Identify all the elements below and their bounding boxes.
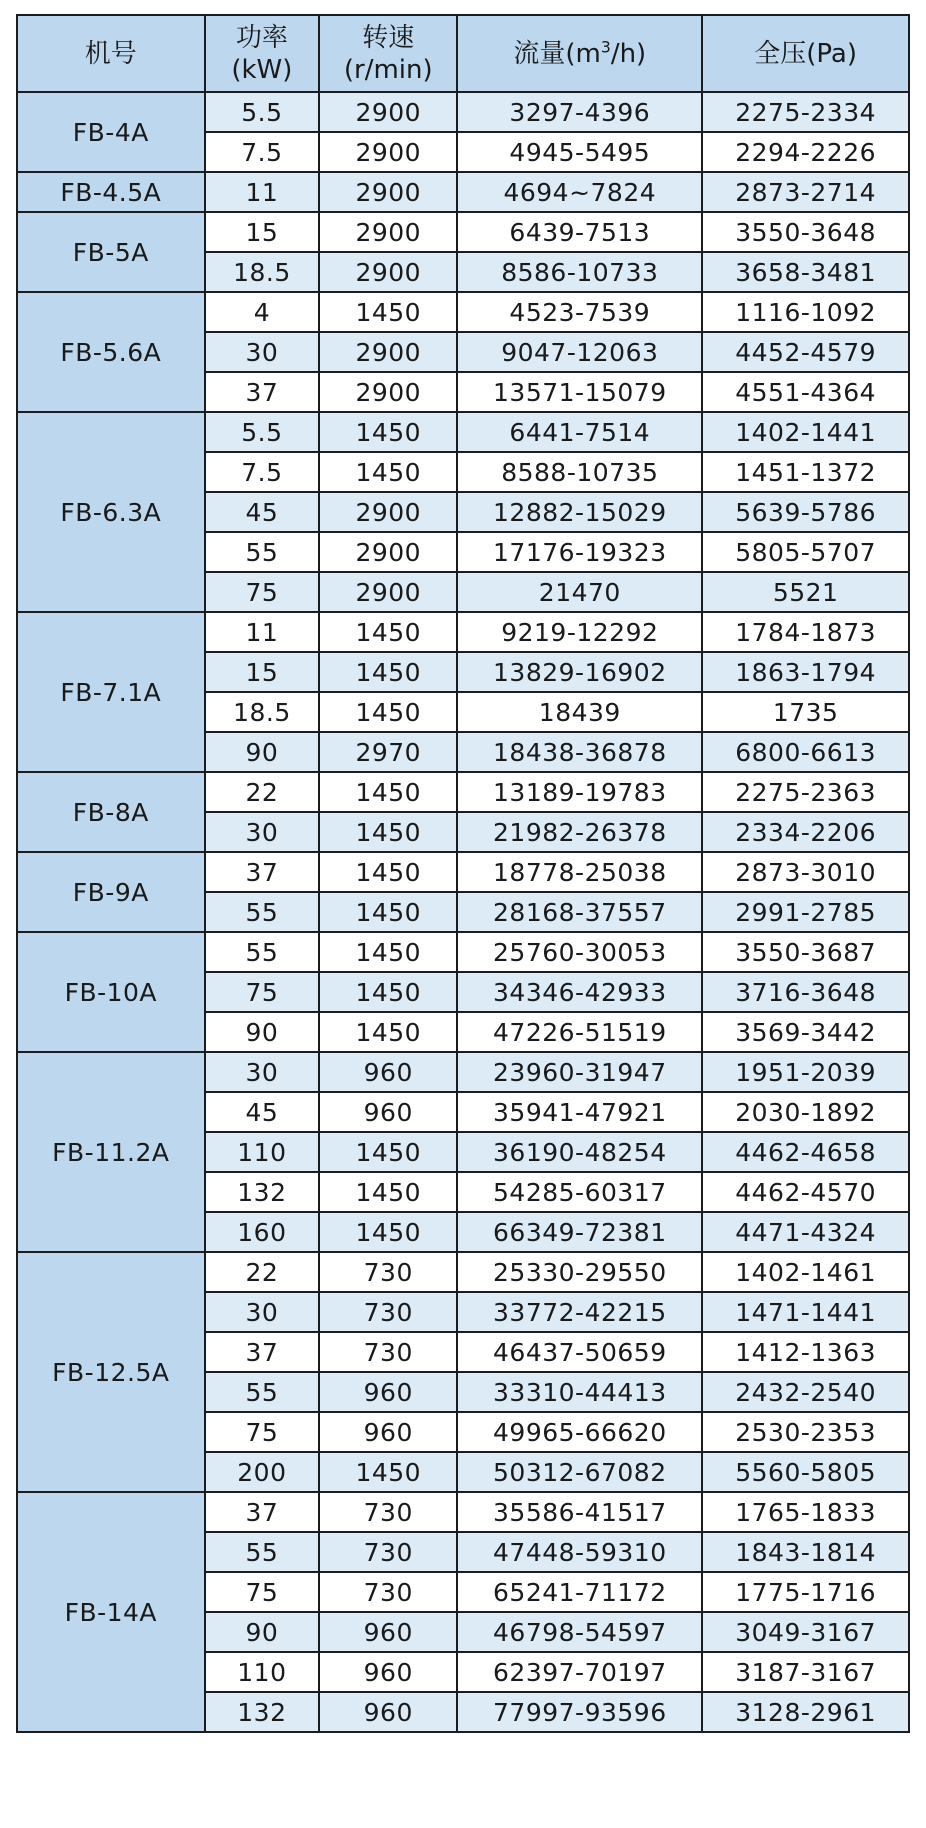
header-speed (319, 15, 457, 92)
pressure-cell: 5805-5707 (702, 532, 909, 572)
pressure-cell: 2334-2206 (702, 812, 909, 852)
flow-cell: 8588-10735 (457, 452, 702, 492)
flow-cell: 35941-47921 (457, 1092, 702, 1132)
speed-cell: 1450 (319, 1452, 457, 1492)
speed-cell: 2900 (319, 212, 457, 252)
flow-cell: 46798-54597 (457, 1612, 702, 1652)
pressure-cell: 3569-3442 (702, 1012, 909, 1052)
pressure-cell: 4462-4658 (702, 1132, 909, 1172)
header-row (17, 15, 909, 92)
header-flow-post: /h) (610, 38, 647, 69)
pressure-cell: 5521 (702, 572, 909, 612)
header-flow-pre: 流量(m (513, 38, 601, 69)
table-row (17, 412, 909, 452)
flow-cell: 9047-12063 (457, 332, 702, 372)
pressure-cell: 2030-1892 (702, 1092, 909, 1132)
pressure-cell: 4551-4364 (702, 372, 909, 412)
table-row (17, 1492, 909, 1532)
speed-cell: 1450 (319, 1012, 457, 1052)
speed-cell: 960 (319, 1052, 457, 1092)
power-cell: 22 (205, 772, 320, 812)
speed-cell: 2900 (319, 572, 457, 612)
table-row (17, 292, 909, 332)
pressure-cell: 1951-2039 (702, 1052, 909, 1092)
power-cell: 200 (205, 1452, 320, 1492)
pressure-cell: 3128-2961 (702, 1692, 909, 1732)
power-cell: 30 (205, 1052, 320, 1092)
flow-cell: 54285-60317 (457, 1172, 702, 1212)
pressure-cell: 2432-2540 (702, 1372, 909, 1412)
flow-cell: 13829-16902 (457, 652, 702, 692)
flow-cell: 66349-72381 (457, 1212, 702, 1252)
speed-cell: 1450 (319, 652, 457, 692)
table-row (17, 932, 909, 972)
model-cell: FB-9A (17, 852, 205, 932)
speed-cell: 960 (319, 1412, 457, 1452)
speed-cell: 2900 (319, 372, 457, 412)
flow-cell: 28168-37557 (457, 892, 702, 932)
speed-cell: 2900 (319, 332, 457, 372)
flow-cell: 34346-42933 (457, 972, 702, 1012)
flow-cell: 47448-59310 (457, 1532, 702, 1572)
power-cell: 45 (205, 1092, 320, 1132)
power-cell: 11 (205, 612, 320, 652)
speed-cell: 2900 (319, 172, 457, 212)
table-row (17, 852, 909, 892)
flow-cell: 12882-15029 (457, 492, 702, 532)
power-cell: 75 (205, 572, 320, 612)
power-cell: 132 (205, 1692, 320, 1732)
model-cell: FB-5.6A (17, 292, 205, 412)
speed-cell: 1450 (319, 1212, 457, 1252)
pressure-cell: 2294-2226 (702, 132, 909, 172)
header-flow (457, 15, 702, 92)
pressure-cell: 3187-3167 (702, 1652, 909, 1692)
flow-cell: 77997-93596 (457, 1692, 702, 1732)
speed-cell: 2900 (319, 92, 457, 132)
header-power-title: 功率 (235, 22, 288, 53)
power-cell: 75 (205, 1572, 320, 1612)
power-cell: 11 (205, 172, 320, 212)
pressure-cell: 1775-1716 (702, 1572, 909, 1612)
power-cell: 37 (205, 372, 320, 412)
pressure-cell: 3550-3648 (702, 212, 909, 252)
model-cell: FB-8A (17, 772, 205, 852)
speed-cell: 2900 (319, 252, 457, 292)
model-cell: FB-5A (17, 212, 205, 292)
flow-cell: 6439-7513 (457, 212, 702, 252)
pressure-cell: 6800-6613 (702, 732, 909, 772)
power-cell: 30 (205, 332, 320, 372)
header-pressure: 全压(Pa) (702, 15, 909, 92)
pressure-cell: 4462-4570 (702, 1172, 909, 1212)
model-cell: FB-12.5A (17, 1252, 205, 1492)
speed-cell: 1450 (319, 1172, 457, 1212)
power-cell: 160 (205, 1212, 320, 1252)
speed-cell: 960 (319, 1652, 457, 1692)
power-cell: 55 (205, 532, 320, 572)
speed-cell: 1450 (319, 1132, 457, 1172)
power-cell: 7.5 (205, 132, 320, 172)
power-cell: 18.5 (205, 692, 320, 732)
power-cell: 37 (205, 852, 320, 892)
power-cell: 22 (205, 1252, 320, 1292)
speed-cell: 1450 (319, 932, 457, 972)
flow-cell: 18778-25038 (457, 852, 702, 892)
flow-cell: 13189-19783 (457, 772, 702, 812)
flow-cell: 33310-44413 (457, 1372, 702, 1412)
model-cell: FB-4.5A (17, 172, 205, 212)
speed-cell: 1450 (319, 892, 457, 932)
flow-cell: 49965-66620 (457, 1412, 702, 1452)
speed-cell: 2970 (319, 732, 457, 772)
flow-cell: 4694~7824 (457, 172, 702, 212)
speed-cell: 960 (319, 1092, 457, 1132)
speed-cell: 1450 (319, 772, 457, 812)
flow-cell: 46437-50659 (457, 1332, 702, 1372)
speed-cell: 2900 (319, 532, 457, 572)
pressure-cell: 3658-3481 (702, 252, 909, 292)
flow-cell: 25760-30053 (457, 932, 702, 972)
header-model: 机号 (17, 15, 205, 92)
flow-cell: 47226-51519 (457, 1012, 702, 1052)
flow-cell: 23960-31947 (457, 1052, 702, 1092)
speed-cell: 1450 (319, 292, 457, 332)
speed-cell: 2900 (319, 132, 457, 172)
header-speed-title: 转速 (362, 22, 415, 53)
model-cell: FB-7.1A (17, 612, 205, 772)
power-cell: 4 (205, 292, 320, 332)
model-cell: FB-4A (17, 92, 205, 172)
speed-cell: 960 (319, 1372, 457, 1412)
power-cell: 15 (205, 212, 320, 252)
pressure-cell: 1863-1794 (702, 652, 909, 692)
power-cell: 110 (205, 1132, 320, 1172)
speed-cell: 730 (319, 1332, 457, 1372)
flow-cell: 25330-29550 (457, 1252, 702, 1292)
pressure-cell: 1412-1363 (702, 1332, 909, 1372)
speed-cell: 1450 (319, 812, 457, 852)
pressure-cell: 4452-4579 (702, 332, 909, 372)
pressure-cell: 4471-4324 (702, 1212, 909, 1252)
pressure-cell: 2873-3010 (702, 852, 909, 892)
flow-cell: 6441-7514 (457, 412, 702, 452)
power-cell: 30 (205, 812, 320, 852)
pressure-cell: 1451-1372 (702, 452, 909, 492)
flow-cell: 3297-4396 (457, 92, 702, 132)
flow-cell: 21982-26378 (457, 812, 702, 852)
power-cell: 5.5 (205, 92, 320, 132)
model-cell: FB-10A (17, 932, 205, 1052)
power-cell: 75 (205, 972, 320, 1012)
table-row (17, 92, 909, 132)
header-power (205, 15, 320, 92)
flow-cell: 4945-5495 (457, 132, 702, 172)
power-cell: 132 (205, 1172, 320, 1212)
flow-cell: 9219-12292 (457, 612, 702, 652)
speed-cell: 730 (319, 1492, 457, 1532)
power-cell: 7.5 (205, 452, 320, 492)
flow-cell: 13571-15079 (457, 372, 702, 412)
pressure-cell: 3049-3167 (702, 1612, 909, 1652)
power-cell: 55 (205, 932, 320, 972)
pressure-cell: 2991-2785 (702, 892, 909, 932)
header-flow-sup: 3 (600, 37, 611, 56)
power-cell: 110 (205, 1652, 320, 1692)
flow-cell: 62397-70197 (457, 1652, 702, 1692)
pressure-cell: 1735 (702, 692, 909, 732)
flow-cell: 35586-41517 (457, 1492, 702, 1532)
header-power-unit: (kW) (231, 54, 293, 85)
pressure-cell: 1765-1833 (702, 1492, 909, 1532)
flow-cell: 21470 (457, 572, 702, 612)
table-row (17, 212, 909, 252)
speed-cell: 1450 (319, 412, 457, 452)
speed-cell: 730 (319, 1252, 457, 1292)
flow-cell: 36190-48254 (457, 1132, 702, 1172)
power-cell: 55 (205, 1532, 320, 1572)
speed-cell: 730 (319, 1532, 457, 1572)
model-cell: FB-11.2A (17, 1052, 205, 1252)
flow-cell: 50312-67082 (457, 1452, 702, 1492)
power-cell: 55 (205, 1372, 320, 1412)
speed-cell: 730 (319, 1572, 457, 1612)
pressure-cell: 2530-2353 (702, 1412, 909, 1452)
power-cell: 37 (205, 1492, 320, 1532)
power-cell: 90 (205, 732, 320, 772)
pressure-cell: 5560-5805 (702, 1452, 909, 1492)
power-cell: 37 (205, 1332, 320, 1372)
model-cell: FB-14A (17, 1492, 205, 1732)
flow-cell: 4523-7539 (457, 292, 702, 332)
speed-cell: 730 (319, 1292, 457, 1332)
power-cell: 90 (205, 1012, 320, 1052)
flow-cell: 18439 (457, 692, 702, 732)
table-row (17, 612, 909, 652)
speed-cell: 1450 (319, 612, 457, 652)
pressure-cell: 3550-3687 (702, 932, 909, 972)
pressure-cell: 3716-3648 (702, 972, 909, 1012)
pressure-cell: 1471-1441 (702, 1292, 909, 1332)
pressure-cell: 2275-2334 (702, 92, 909, 132)
power-cell: 45 (205, 492, 320, 532)
power-cell: 75 (205, 1412, 320, 1452)
speed-cell: 1450 (319, 692, 457, 732)
table-row (17, 772, 909, 812)
power-cell: 15 (205, 652, 320, 692)
speed-cell: 1450 (319, 972, 457, 1012)
fan-spec-table (16, 14, 910, 1733)
flow-cell: 17176-19323 (457, 532, 702, 572)
table-row (17, 172, 909, 212)
flow-cell: 65241-71172 (457, 1572, 702, 1612)
pressure-cell: 2873-2714 (702, 172, 909, 212)
power-cell: 18.5 (205, 252, 320, 292)
header-speed-unit: (r/min) (343, 54, 433, 85)
speed-cell: 1450 (319, 452, 457, 492)
table-body (17, 92, 909, 1732)
speed-cell: 960 (319, 1612, 457, 1652)
table-row (17, 1252, 909, 1292)
power-cell: 90 (205, 1612, 320, 1652)
speed-cell: 1450 (319, 852, 457, 892)
flow-cell: 8586-10733 (457, 252, 702, 292)
pressure-cell: 1402-1461 (702, 1252, 909, 1292)
flow-cell: 33772-42215 (457, 1292, 702, 1332)
power-cell: 55 (205, 892, 320, 932)
pressure-cell: 1784-1873 (702, 612, 909, 652)
power-cell: 30 (205, 1292, 320, 1332)
pressure-cell: 2275-2363 (702, 772, 909, 812)
speed-cell: 2900 (319, 492, 457, 532)
pressure-cell: 1116-1092 (702, 292, 909, 332)
flow-cell: 18438-36878 (457, 732, 702, 772)
model-cell: FB-6.3A (17, 412, 205, 612)
speed-cell: 960 (319, 1692, 457, 1732)
pressure-cell: 1402-1441 (702, 412, 909, 452)
pressure-cell: 5639-5786 (702, 492, 909, 532)
pressure-cell: 1843-1814 (702, 1532, 909, 1572)
power-cell: 5.5 (205, 412, 320, 452)
table-row (17, 1052, 909, 1092)
